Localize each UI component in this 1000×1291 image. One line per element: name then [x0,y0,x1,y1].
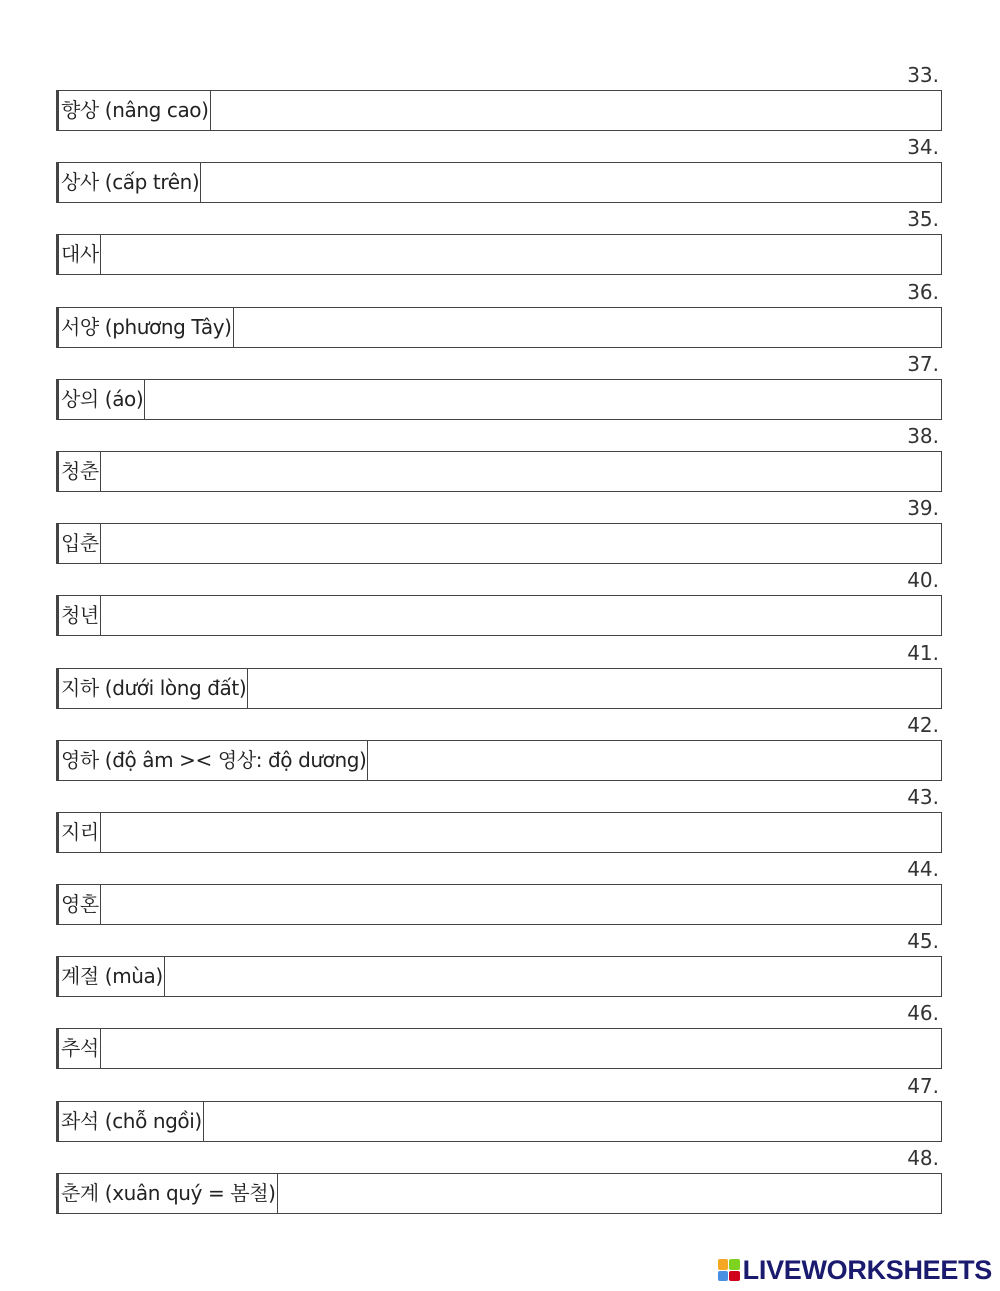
question-prompt: 입춘 [57,524,101,563]
answer-input[interactable] [101,235,941,274]
question-prompt: 상의 (áo) [57,380,145,419]
question-prompt: 대사 [57,235,101,274]
answer-row [56,307,942,348]
question-number: 33. [907,63,939,87]
question-number: 37. [907,351,939,376]
question-prompt: 춘계 (xuân quý = 봄철) [57,1174,278,1213]
question-prompt: 향상 (nâng cao) [57,91,211,130]
logo-text: LIVEWORKSHEETS [742,1254,992,1285]
answer-row [56,451,942,492]
question-prompt: 서양 (phương Tây) [57,308,234,347]
answer-row [56,379,942,420]
question-prompt: 청춘 [57,452,101,491]
worksheet [0,62,1000,1217]
question-item-40 [0,567,1000,639]
answer-input[interactable] [145,380,941,419]
question-prompt: 추석 [57,1029,101,1068]
answer-row [56,523,942,564]
answer-input[interactable] [101,813,941,852]
question-number: 41. [907,640,939,665]
answer-input[interactable] [101,452,941,491]
answer-row [56,668,942,709]
question-number: 38. [907,423,939,448]
question-number: 40. [907,568,939,593]
answer-input[interactable] [101,596,941,635]
question-number: 34. [907,135,939,160]
question-item-47 [0,1073,1000,1145]
question-item-38 [0,423,1000,495]
answer-row [56,234,942,275]
answer-input[interactable] [234,308,941,347]
question-number: 47. [907,1073,939,1098]
answer-input[interactable] [211,91,941,130]
question-number: 43. [907,784,939,809]
answer-row [56,1173,942,1214]
answer-input[interactable] [204,1102,941,1141]
question-number: 44. [907,857,939,882]
question-item-43 [0,784,1000,856]
question-item-34 [0,134,1000,206]
question-item-42 [0,712,1000,784]
liveworksheets-logo-icon [718,1259,740,1281]
question-number: 48. [907,1145,939,1170]
question-prompt: 영혼 [57,885,101,924]
answer-row [56,956,942,997]
answer-input[interactable] [201,163,941,202]
answer-input[interactable] [101,885,941,924]
question-item-36 [0,279,1000,351]
answer-row [56,1028,942,1069]
answer-row [56,1101,942,1142]
question-item-45 [0,928,1000,1000]
answer-input[interactable] [368,741,941,780]
answer-row [56,90,942,131]
answer-input[interactable] [278,1174,941,1213]
question-prompt: 청년 [57,596,101,635]
answer-row [56,740,942,781]
question-number: 35. [907,207,939,232]
question-number: 39. [907,496,939,521]
answer-row [56,595,942,636]
question-number: 46. [907,1001,939,1026]
question-item-44 [0,856,1000,928]
answer-input[interactable] [101,524,941,563]
answer-row [56,812,942,853]
question-prompt: 계절 (mùa) [57,957,165,996]
question-prompt: 지리 [57,813,101,852]
question-number: 45. [907,929,939,954]
question-item-41 [0,640,1000,712]
question-number: 36. [907,279,939,304]
question-item-37 [0,351,1000,423]
answer-input[interactable] [165,957,941,996]
question-number: 42. [907,712,939,737]
question-item-35 [0,206,1000,278]
liveworksheets-logo[interactable] [718,1255,992,1285]
question-item-39 [0,495,1000,567]
answer-row [56,884,942,925]
answer-input[interactable] [248,669,941,708]
answer-row [56,162,942,203]
question-item-48 [0,1145,1000,1217]
question-prompt: 지하 (dưới lòng đất) [57,669,248,708]
question-prompt: 상사 (cấp trên) [57,163,201,202]
question-item-33 [0,62,1000,134]
question-item-46 [0,1000,1000,1072]
answer-input[interactable] [101,1029,941,1068]
question-prompt: 영하 (độ âm >< 영상: độ dương) [57,741,368,780]
question-prompt: 좌석 (chỗ ngồi) [57,1102,204,1141]
